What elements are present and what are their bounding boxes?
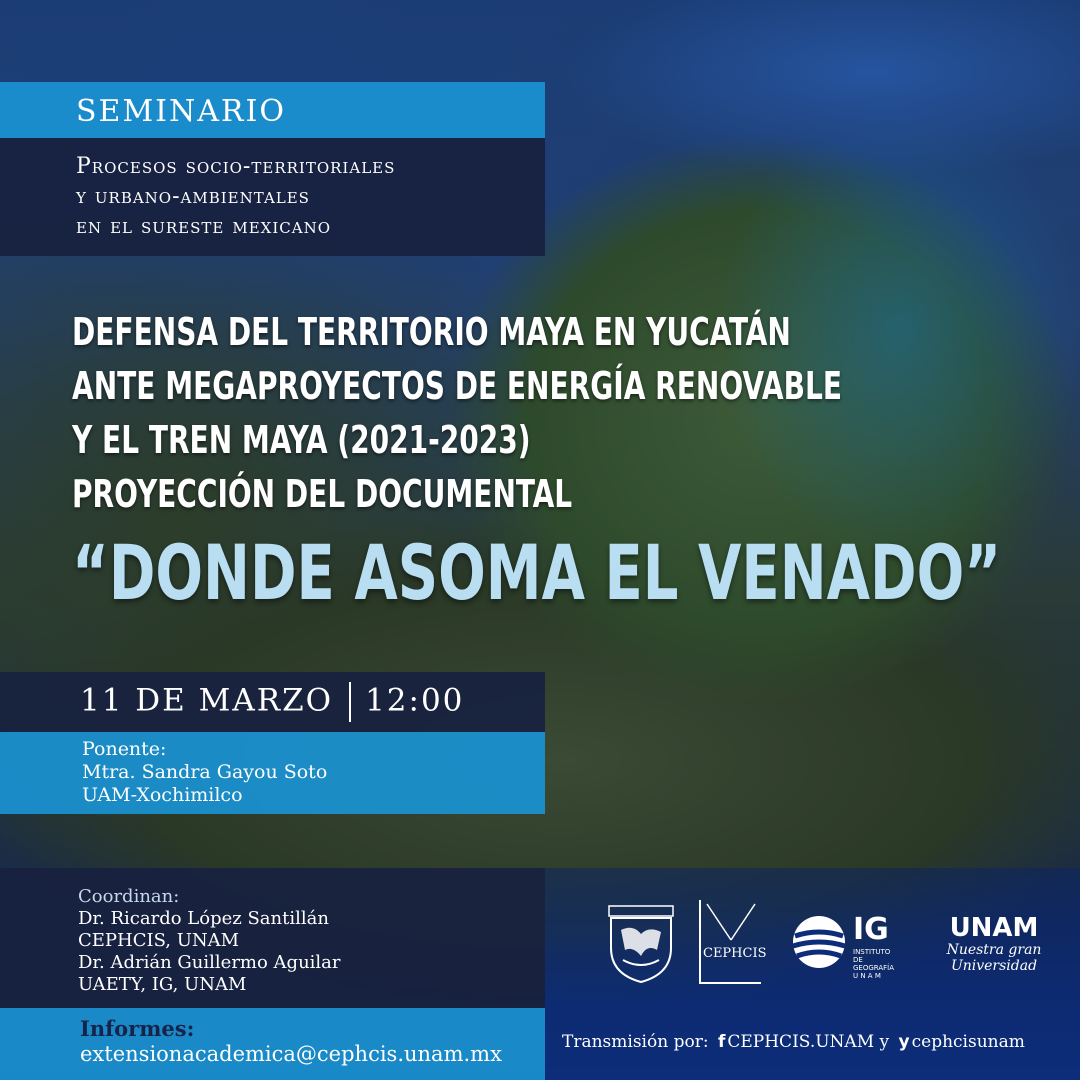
speaker-heading: Ponente:: [82, 738, 167, 760]
date-band: [0, 672, 545, 732]
seminar-title: [76, 152, 395, 242]
headline-line: DEFENSA DEL TERRITORIO MAYA EN YUCATÁN: [72, 310, 791, 354]
ig-logo: [789, 912, 899, 978]
unam-seal-logo: [603, 904, 679, 984]
unam-wordmark-logo: [939, 914, 1049, 984]
seminar-title-line: y urbano-ambientales: [76, 184, 310, 209]
headline-line: PROYECCIÓN DEL DOCUMENTAL: [72, 472, 573, 516]
ig-letters: IG: [853, 912, 889, 947]
film-title: “DONDE ASOMA EL VENADO”: [72, 528, 1002, 617]
info-email-link[interactable]: extensionacademica@cephcis.unam.mx: [80, 1042, 502, 1066]
broadcast-prefix: Transmisión por:: [562, 1032, 709, 1052]
coordinator-line: Dr. Adrián Guillermo Aguilar: [78, 952, 341, 973]
headline-line: Y EL TREN MAYA (2021-2023): [72, 418, 531, 462]
coordinators-heading: Coordinan:: [78, 886, 180, 907]
seminar-title-line: en el sureste mexicano: [76, 214, 332, 239]
logos-footer: [545, 868, 1080, 1080]
info-band: [0, 1008, 545, 1080]
headline-line: ANTE MEGAPROYECTOS DE ENERGÍA RENOVABLE: [72, 364, 842, 408]
coordinators-block: [78, 886, 341, 996]
globe-icon: [789, 912, 849, 972]
cephcis-logo: [699, 900, 767, 984]
coordinator-line: CEPHCIS, UNAM: [78, 930, 240, 951]
facebook-icon: f: [717, 1032, 726, 1052]
speaker-band: [0, 732, 545, 814]
twitter-icon: y: [898, 1032, 910, 1052]
speaker-name: Mtra. Sandra Gayou Soto: [82, 761, 328, 783]
unam-wordmark: UNAM: [949, 913, 1039, 943]
event-date: 11 DE MARZO: [80, 682, 334, 719]
date-divider: [349, 682, 351, 722]
coordinators-band: [0, 868, 545, 1008]
unam-seal-icon: [603, 904, 679, 984]
broadcast-line: [562, 1032, 1025, 1052]
info-heading: Informes:: [80, 1016, 195, 1041]
speaker-block: [82, 738, 327, 807]
headline: [72, 305, 892, 521]
ig-subtitle: INSTITUTO DE GEOGRAFÍA U N A M: [853, 948, 895, 980]
event-datetime: [80, 682, 464, 722]
cephcis-mark-icon: [701, 900, 761, 944]
unam-tagline: [939, 942, 1049, 974]
broadcast-connector: y: [879, 1032, 890, 1052]
coordinator-line: UAETY, IG, UNAM: [78, 974, 247, 995]
unam-tagline-line: Universidad: [950, 958, 1038, 974]
seminar-label: SEMINARIO: [76, 94, 286, 129]
twitter-handle[interactable]: cephcisunam: [911, 1032, 1025, 1052]
seminar-title-line: Procesos socio-territoriales: [76, 154, 396, 179]
facebook-handle[interactable]: CEPHCIS.UNAM: [727, 1032, 875, 1052]
speaker-affiliation: UAM-Xochimilco: [82, 784, 243, 806]
unam-tagline-line: Nuestra gran: [946, 942, 1042, 958]
event-time: 12:00: [365, 682, 465, 719]
cephcis-logo-text: CEPHCIS: [703, 946, 767, 961]
coordinator-line: Dr. Ricardo López Santillán: [78, 908, 329, 929]
seminar-title-band: [0, 138, 545, 256]
map-background: [560, 0, 1080, 180]
seminar-band: [0, 82, 545, 138]
